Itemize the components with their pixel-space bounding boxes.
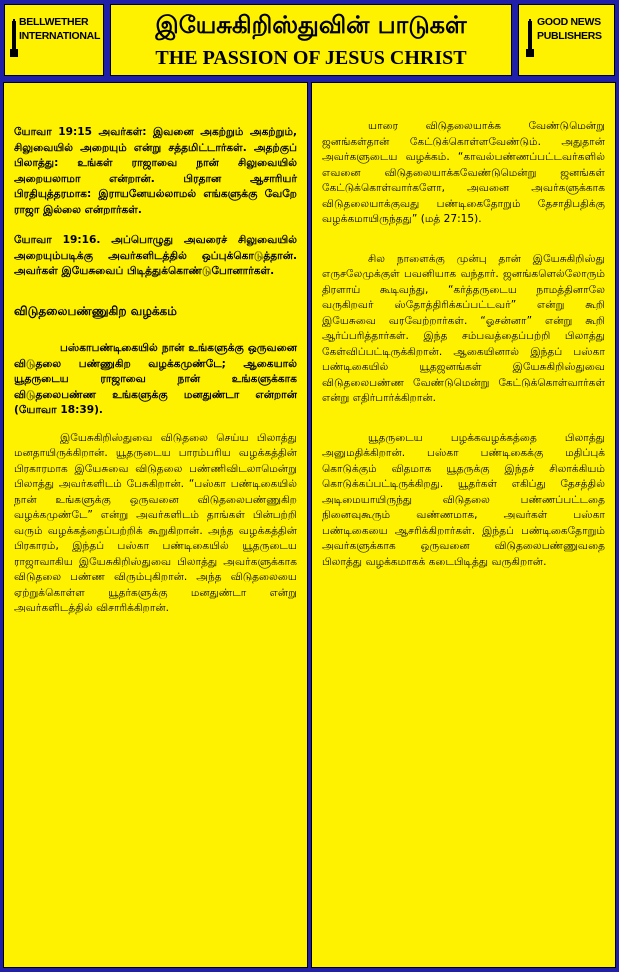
right-logo-text: [537, 15, 602, 43]
left-column-content: [14, 83, 297, 617]
left-logo-text: [19, 15, 100, 43]
bellwether-logo: [4, 4, 104, 76]
verse-john-19-15: யோவா 19:15 அவர்கள்: இவனை அகற்றும் அகற்றும், சிலுவையில் அறையும் என்று சத்தமிட்டார்கள். அதற்குப் பிலாத்து: உங்கள் ராஜாவை நான் சிலுவையில் அறையலாமா என்றான். பிரதான ஆசாரியர் பிரதியுத்தரமாக: இராயனேயல்லாமல் எங்களுக்கு வேறே ராஜா இல்லை என்றார்கள்.: [14, 126, 297, 216]
section-heading: விடுதலைபண்ணுகிற வழக்கம்: [14, 303, 177, 318]
left-column: [3, 82, 308, 968]
right-logo-line1: GOOD NEWS: [537, 16, 601, 28]
right-paragraph-2: சில நாளைக்கு முன்பு தான் இயேசுகிறிஸ்து எருசலேமுக்குள் பவனியாக வந்தார். ஜனங்களெல்லோரும் திரளாய் கூடிவந்து, “கர்த்தருடைய நாமத்தினாலே வருகிறவர் ஸ்தோத்திரிக்கப்பட்டவர்” என்று கூறி இயேசுவை வரவேற்றார்கள். “ஓசன்னா” என்று கூறி ஆர்ப்பரித்தார்கள். இந்த சம்பவத்தைப்பற்றி பிலாத்து கேள்விப்பட்டிருக்கிறான். ஆகையினால் இந்தப் பஸ்கா பண்டிகையில் யூதஜனங்கள் இயேசுகிறிஸ்துவை விடுதலைபண்ண வேண்டுமென்று கேட்டுக்கொள்வார்கள் என்று எதிர்பார்க்கிறான்.: [322, 252, 605, 404]
right-logo-line2: PUBLISHERS: [537, 30, 602, 42]
verse-john-18-39: பஸ்காபண்டிகையில் நான் உங்களுக்கு ஒருவனை விடுதலை பண்ணுகிற வழக்கமுண்டே; ஆகையால் யூதருடைய ராஜாவை நான் உங்களுக்காக விடுதலைபண்ண உங்களுக்கு மனதுண்டா என்றான் (யோவா 18:39).: [14, 342, 297, 416]
right-column-content: [322, 83, 605, 570]
left-logo-line1: BELLWETHER: [19, 16, 89, 28]
title-tamil: இயேசுகிறிஸ்துவின் பாடுகள்: [155, 11, 467, 39]
tower-icon: [525, 19, 535, 59]
tower-icon: [9, 19, 19, 59]
left-logo-line2: INTERNATIONAL: [19, 30, 101, 42]
title-box: [110, 4, 512, 76]
title-english: THE PASSION OF JESUS CHRIST: [155, 47, 467, 69]
verse-john-19-16: யோவா 19:16. அப்பொழுது அவரைச் சிலுவையில் அறையும்படிக்கு அவர்களிடத்தில் ஒப்புக்கொடுத்தான். அவர்கள் இயேசுவைப் பிடித்துக்கொண்டுபோனார்கள்.: [14, 234, 297, 277]
right-column: [311, 82, 616, 968]
right-paragraph-1: யாரை விடுதலையாக்க வேண்டுமென்று ஜனங்கள்தான் கேட்டுக்கொள்ளவேண்டும். அதுதான் அவர்களுடைய வழக்கம். “காவல்பண்ணப்பட்டவர்களில் எவனை விடுதலையாக்கவேண்டுமென்று ஜனங்கள் கேட்டுக்கொள்வார்களோ, அவனை அவர்களுக்காக விடுதலையாக்குவது பண்டிகைதோறும் தேசாதிபதிக்கு வழக்கமாயிருந்தது” (மத் 27:15).: [322, 120, 605, 225]
left-paragraph: இயேசுகிறிஸ்துவை விடுதலை செய்ய பிலாத்து மனதாயிருக்கிறான். யூதருடைய பாரம்பரிய வழக்கத்தின் பிரகாரமாக இயேசுவை விடுதலை பண்ணிவிடலாமென்று பிலாத்து அவர்களிடம் பேசுகிறான். “பஸ்கா பண்டிகையில் நான் உங்களுக்கு ஒருவனை விடுதலைபண்ணுகிற வழக்கமுண்டே” என்று அவர்களிடம் தாங்கள் பின்பற்றி வரும் வழக்கத்தைப்பற்றிக் கூறுகிறான். அந்த வழக்கத்தின் பிரகாரம், இந்தப் பஸ்கா பண்டிகையில் யூதருடைய ராஜாவாகிய இயேசுகிறிஸ்துவை பிலாத்து அவர்களுக்காக விடுதலை பண்ண விரும்புகிறான். அந்த விடுதலையை ஏற்றுக்கொள்ள யூதர்களுக்கு மனதுண்டா என்று அவர்களிடத்தில் விசாரிக்கிறான்.: [14, 431, 297, 614]
right-paragraph-3: யூதருடைய பழக்கவழக்கத்தை பிலாத்து அனுமதிக்கிறான். பஸ்கா பண்டிகைக்கு மதிப்புக் கொடுக்கும் விதமாக யூதருக்கு இந்தச் சிலாக்கியம் கொடுக்கப்பட்டிருக்கிறது. யூதர்கள் எகிப்து தேசத்தில் அடிமையாயிருந்து விடுதலை பண்ணப்பட்டதை நினைவுகூரும் வண்ணமாக, அவர்கள் பஸ்கா பண்டிகையை ஆசரிக்கிறார்கள். இந்தப் பண்டிகைதோறும் அவர்களுக்காக ஒருவனை விடுதலைபண்ணுவதை பிலாத்து வழக்கமாகக் கடைபிடித்து வருகிறான்.: [322, 431, 605, 568]
header: [2, 2, 617, 78]
good-news-logo: [518, 4, 615, 76]
